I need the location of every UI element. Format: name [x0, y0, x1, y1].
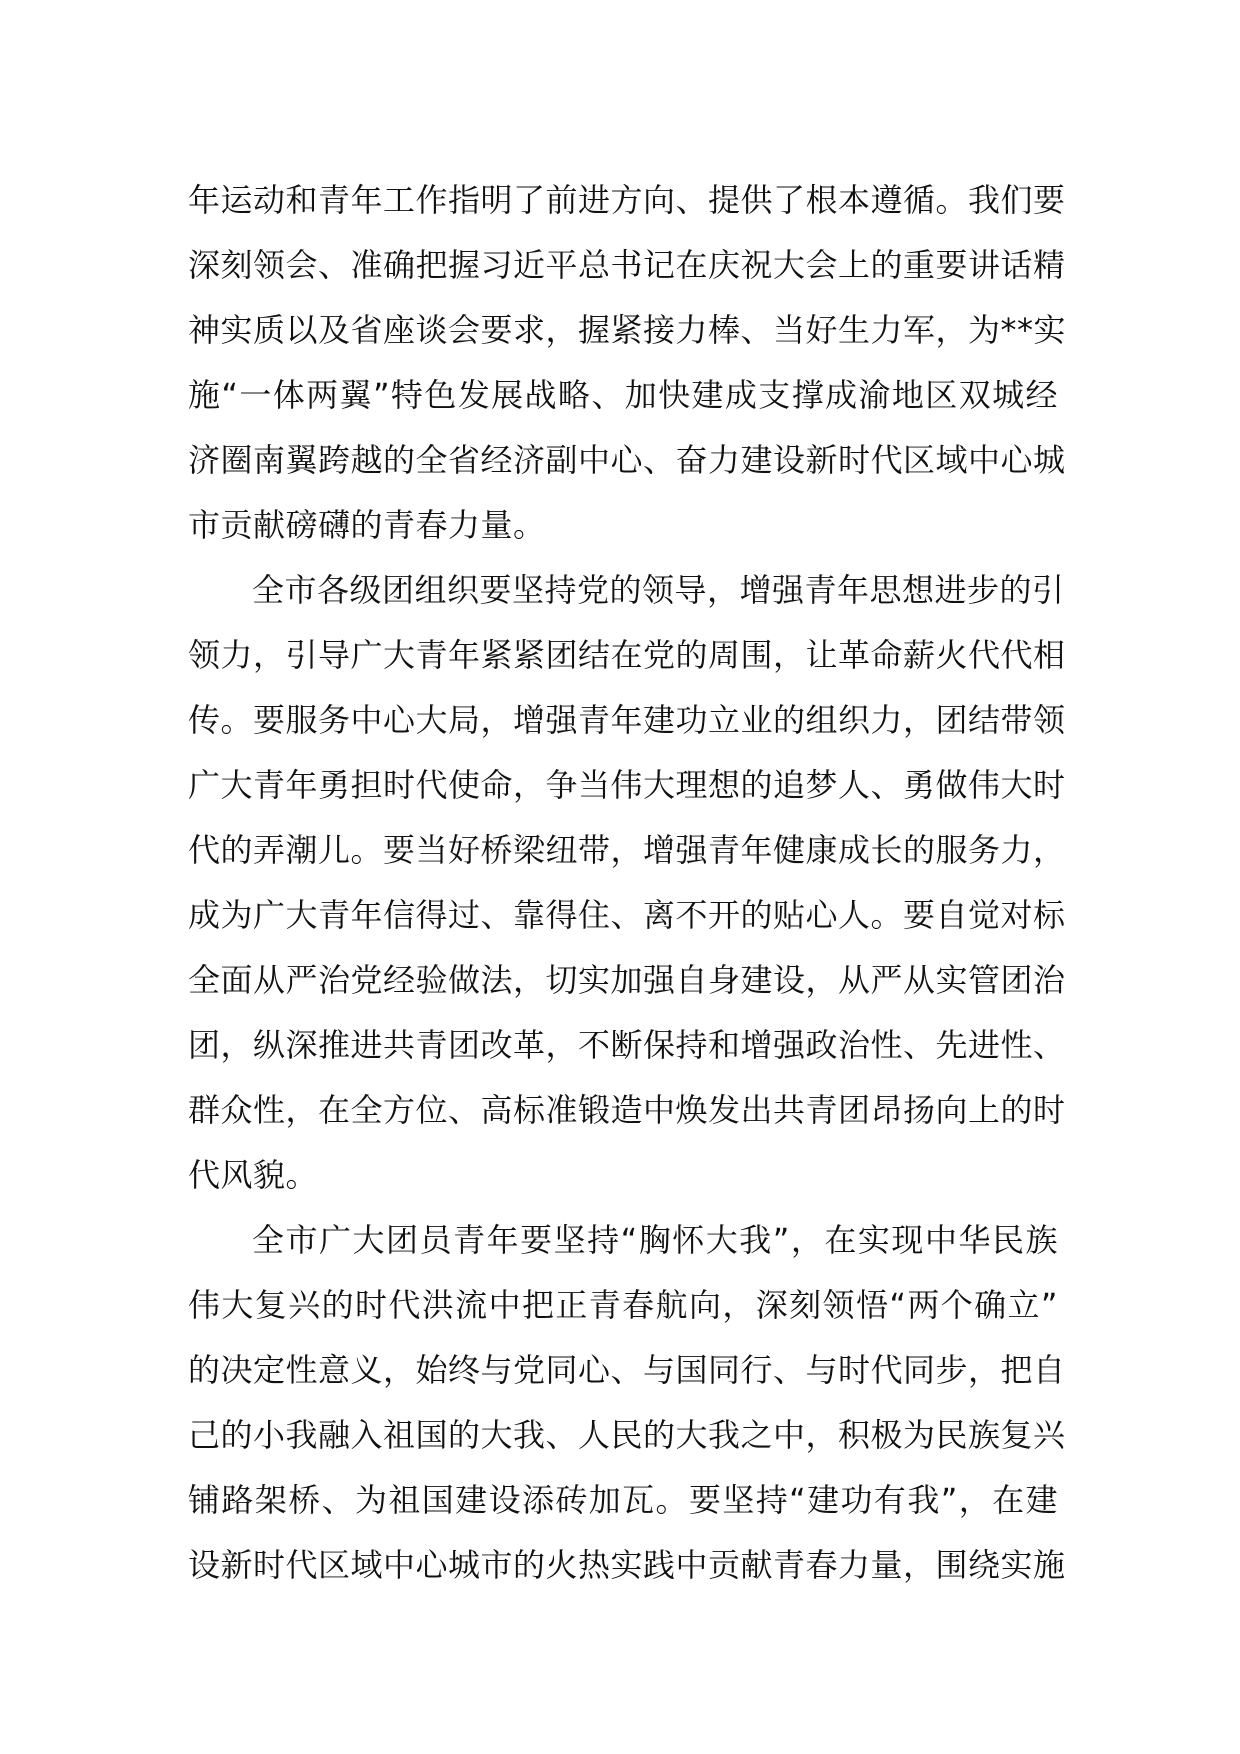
text-line: 年运动和青年工作指明了前进方向、提供了根本遵循。我们要 — [188, 181, 1066, 219]
text-line: 施“一体两翼”特色发展战略、加快建成支撑成渝地区双城经 — [188, 376, 1058, 414]
text-line: 市贡献磅礴的青春力量。 — [188, 506, 546, 544]
text-line: 广大青年勇担时代使命，争当伟大理想的追梦人、勇做伟大时 — [188, 766, 1066, 804]
text-line: 代的弄潮儿。要当好桥梁纽带，增强青年健康成长的服务力， — [188, 831, 1066, 869]
text-line: 己的小我融入祖国的大我、人民的大我之中，积极为民族复兴 — [188, 1416, 1066, 1454]
text-line: 团，纵深推进共青团改革，不断保持和增强政治性、先进性、 — [188, 1026, 1066, 1064]
text-line: 群众性，在全方位、高标准锻造中焕发出共青团昂扬向上的时 — [188, 1091, 1066, 1129]
text-line: 伟大复兴的时代洪流中把正青春航向，深刻领悟“两个确立” — [188, 1286, 1058, 1324]
text-line: 设新时代区域中心城市的火热实践中贡献青春力量，围绕实施 — [188, 1546, 1066, 1584]
text-line: 的决定性意义，始终与党同心、与国同行、与时代同步，把自 — [188, 1351, 1066, 1389]
text-line: 传。要服务中心大局，增强青年建功立业的组织力，团结带领 — [188, 701, 1066, 739]
text-line: 领力，引导广大青年紧紧团结在党的周围，让革命薪火代代相 — [188, 636, 1066, 674]
text-line: 深刻领会、准确把握习近平总书记在庆祝大会上的重要讲话精 — [188, 246, 1066, 284]
paragraph-first-line: 全市广大团员青年要坚持“胸怀大我”，在实现中华民族 — [252, 1221, 1058, 1259]
text-line: 全面从严治党经验做法，切实加强自身建设，从严从实管团治 — [188, 961, 1066, 999]
text-line: 铺路架桥、为祖国建设添砖加瓦。要坚持“建功有我”，在建 — [188, 1481, 1058, 1519]
paragraph-first-line: 全市各级团组织要坚持党的领导，增强青年思想进步的引 — [252, 571, 1065, 609]
text-line: 代风貌。 — [188, 1156, 319, 1194]
text-line: 成为广大青年信得过、靠得住、离不开的贴心人。要自觉对标 — [188, 896, 1066, 934]
document-body — [188, 168, 1067, 1598]
text-line: 济圈南翼跨越的全省经济副中心、奋力建设新时代区域中心城 — [188, 441, 1066, 479]
text-line: 神实质以及省座谈会要求，握紧接力棒、当好生力军，为**实 — [188, 311, 1067, 349]
